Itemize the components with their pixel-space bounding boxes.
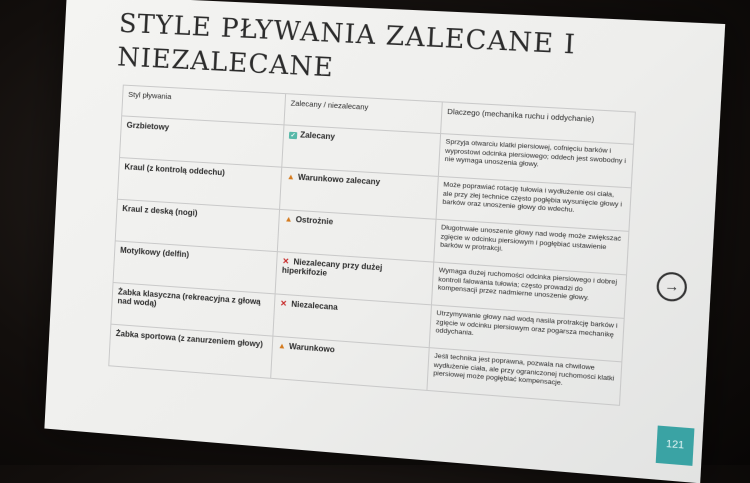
reason-cell: Sprzyja otwarciu klatki piersiowej, cofnięciu barków i wyprostowi odcinka piersiowego; oddech jest swobodny i nie wymaga unoszenia głowy. xyxy=(438,134,634,188)
recommendation-label: Ostrożnie xyxy=(295,214,334,227)
reason-cell: Może poprawiać rotację tułowia i wydłużenie osi ciała, ale przy złej technice często pogłębia wysunięcie głowy i barków oraz unoszenie głowy do wdechu. xyxy=(436,176,631,231)
recommendation-label: Warunkowo xyxy=(288,341,335,355)
style-cell: Żabka klasyczna (rekreacyjna z głową nad wodą) xyxy=(111,283,275,337)
recommendation-label: Niezalecany przy dużej hiperkifozie xyxy=(281,257,383,278)
recommendation-label: Niezalecana xyxy=(291,299,338,312)
recommendation-label: Warunkowo zalecany xyxy=(297,172,381,187)
arrow-right-icon: → xyxy=(663,276,680,295)
projector-screen xyxy=(44,0,725,483)
cross-icon: ✕ xyxy=(282,256,290,267)
column-header-recommendation: Zalecany / niezalecany xyxy=(284,94,442,134)
warning-icon: ▲ xyxy=(284,214,293,224)
page-number-badge: 121 xyxy=(656,426,695,466)
check-icon: ✓ xyxy=(290,132,296,140)
next-slide-button[interactable] xyxy=(656,271,688,302)
reason-cell: Wymaga dużej ruchomości odcinka piersiowego i dobrej kontroli falowania tułowia; często prowadzi do kompensacji przez nadmierne unoszenie głowy. xyxy=(431,262,626,318)
style-cell: Kraul (z kontrolą oddechu) xyxy=(117,158,281,210)
warning-icon: ▲ xyxy=(277,341,287,351)
reason-cell: Długotrwałe unoszenie głowy nad wodę może zwiększać zgięcie w odcinku piersiowym i pogłębiać ustawienie barków w protrakcji. xyxy=(434,219,629,275)
warning-icon: ▲ xyxy=(286,172,296,182)
style-cell: Motylkowy (delfin) xyxy=(113,241,277,294)
recommendation-label: Zalecany xyxy=(299,130,336,142)
slide-title: STYLE PŁYWANIA ZALECANE I NIEZALECANE xyxy=(116,8,577,84)
column-header-style: Styl pływania xyxy=(122,85,286,125)
cross-icon: ✕ xyxy=(279,298,288,309)
style-cell: Kraul z deską (nogi) xyxy=(115,199,279,251)
style-cell: Grzbietowy xyxy=(120,116,284,167)
swimming-styles-table xyxy=(108,85,636,406)
column-header-reason: Dlaczego (mechanika ruchu i oddychanie) xyxy=(440,102,635,144)
reason-cell: Jeśli technika jest poprawna, pozwala na chwilowe wydłużenie ciała, ale przy ograniczonej ruchomości klatki piersiowej może pogłębiać kompensacje. xyxy=(427,348,622,406)
style-cell: Żabka sportowa (z zanurzeniem głowy) xyxy=(109,324,273,378)
reason-cell: Utrzymywanie głowy nad wodą nasila protrakcję barków i zgięcie w odcinku piersiowym oraz pogarsza mechanikę oddychania. xyxy=(429,305,624,362)
